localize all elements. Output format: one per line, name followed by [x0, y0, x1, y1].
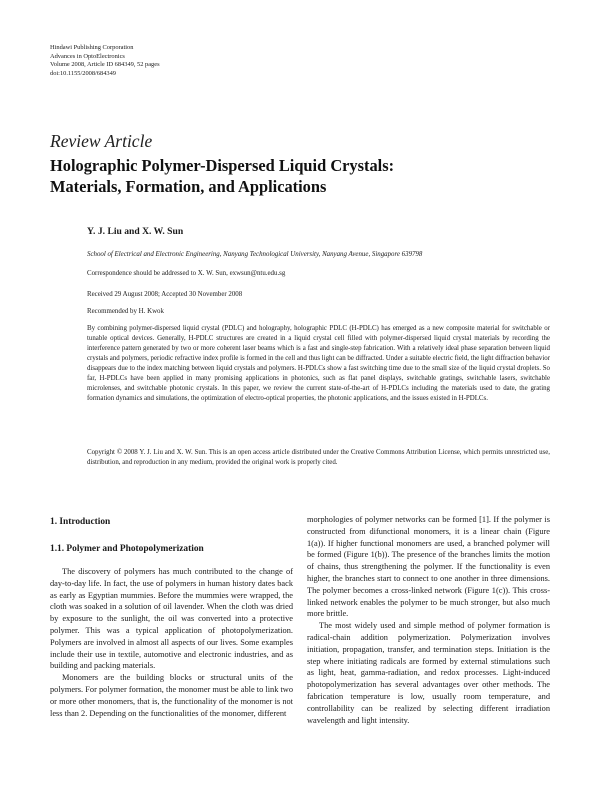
- volume-info: Volume 2008, Article ID 684349, 52 pages: [50, 61, 160, 69]
- copyright-notice: Copyright © 2008 Y. J. Liu and X. W. Sun. This is an open access article distributed under the Creative Commons Attribution License, which permits unrestricted use, distribution, and reproduction in any medium, provided the original work is properly cited.: [87, 449, 550, 466]
- correspondence: Correspondence should be addressed to X. W. Sun, exwsun@ntu.edu.sg: [87, 270, 286, 277]
- publisher-name: Hindawi Publishing Corporation: [50, 44, 134, 51]
- left-column: [50, 514, 293, 719]
- body-paragraph: morphologies of polymer networks can be formed [1]. If the polymer is constructed from difunctional monomers, it is a linear chain (Figure 1(a)). If higher functional monomers are used, a branched polymer will be formed (Figure 1(b)). The presence of the branches limits the motion of chains, thus strengthening the polymer. If the functionality is even higher, the branches start to connect to one another in three dimensions. The polymer becomes a cross-linked network (Figure 1(c)). This cross-linked network enables the polymer to be much stronger, but also much more brittle.: [307, 515, 550, 619]
- body-paragraph: The discovery of polymers has much contributed to the change of day-to-day life. In fact, the use of polymers in human history dates back as early as Egyptian mummies. Before the mummies were wrapped, the cloth was soaked in a solution of oil lavender. When the cloth was dried by exposure to the sunlight, the oil was converted into a protective polymer. This was a typical application of photopolymerization. Polymers are involved in almost all aspects of our lives. Some examples include their use in textile, automotive and electronic industries, and as building and packing materials.: [50, 567, 293, 671]
- paper-title: [50, 156, 550, 197]
- doi: doi:10.1155/2008/684349: [50, 69, 116, 77]
- article-type: Review Article: [50, 131, 153, 151]
- section-heading: 1. Introduction: [50, 517, 111, 527]
- affiliation: School of Electrical and Electronic Engineering, Nanyang Technological University, Nanyang Avenue, Singapore 639798: [87, 251, 423, 258]
- right-column: [307, 514, 550, 726]
- title-line-2: Materials, Formation, and Applications: [50, 176, 327, 196]
- abstract: By combining polymer-dispersed liquid crystal (PDLC) and holography, holographic PDLC (H-PDLC) has emerged as a new composite material for switchable or tunable optical devices. Generally, H-PDLC structures are created in a liquid crystal cell filled with polymer-dispersed liquid crystal materials by recording the interference pattern generated by two or more coherent laser beams which is a fast and single-step fabrication. With a relatively ideal phase separation between liquid crystals and polymers, periodic refractive index profile is formed in the cell and thus light can be diffracted. Under a suitable electric field, the light diffraction behavior disappears due to the index matching between liquid crystals and polymers. H-PDLCs show a fast switching time due to the small size of the liquid crystal droplets. So far, H-PDLCs have been applied in many promising applications in photonics, such as flat panel displays, switchable gratings, switchable lasers, switchable microlenses, and switchable photonic crystals. In this paper, we review the current state-of-the-art of H-PDLCs including the materials used to date, the grating formation dynamics and simulations, the optimization of electro-optical properties, the photonic applications, and the issues existed in H-PDLCs.: [87, 325, 550, 402]
- journal-name: Advances in OptoElectronics: [50, 52, 125, 60]
- recommended-by: Recommended by H. Kwok: [87, 308, 164, 315]
- body-paragraph: Monomers are the building blocks or structural units of the polymers. For polymer formation, the monomer must be able to link two or more other monomers, that is, the functionality of the monomer is not less than 2. Depending on the functionalities of the monomer, different: [50, 673, 293, 718]
- journal-header: [50, 44, 350, 78]
- title-line-1: Holographic Polymer-Dispersed Liquid Crystals:: [50, 156, 395, 175]
- authors: Y. J. Liu and X. W. Sun: [87, 226, 184, 237]
- received-dates: Received 29 August 2008; Accepted 30 November 2008: [87, 291, 243, 298]
- body-paragraph: The most widely used and simple method of polymer formation is radical-chain addition polymerization. Polymerization involves initiation, propagation, transfer, and termination steps. Initiation is the step where initiating radicals are formed by external stimulations such as light, heat, gamma-radiation, and redox processes. Light-induced photopolymerization has several advantages over other methods. The fabrication temperature is low, usually room temperature, and controllability can be realized by selecting different irradiation wavelength and light intensity.: [307, 621, 550, 725]
- subsection-heading: 1.1. Polymer and Photopolymerization: [50, 544, 204, 554]
